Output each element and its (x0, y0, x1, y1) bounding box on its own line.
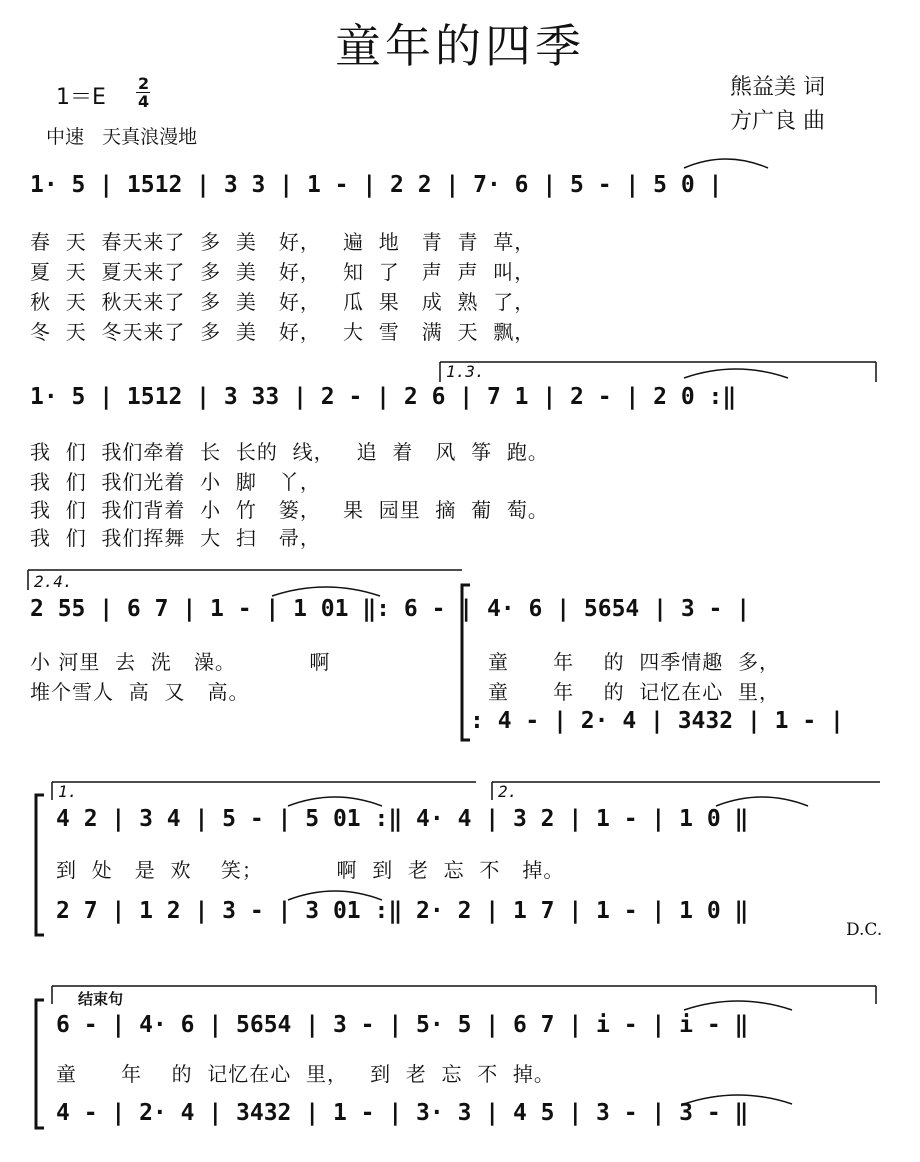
lyrics-line-3-right-2: 童 年 的 记忆在心 里， (488, 680, 781, 704)
lyrics-line-1-verse-1: 春 天 春天来了 多 美 好， 遍 地 青 青 草， (30, 230, 536, 254)
notation-line-4-lower: 2 7 | 1 2 | 3 - | 3 01 :‖ 2· 2 | 1 7 | 1 - | 1 0 ‖ (56, 898, 749, 924)
lyrics-line-1-verse-4: 冬 天 冬天来了 多 美 好， 大 雪 满 天 飘， (30, 320, 536, 344)
tie-arc (716, 797, 808, 806)
song-title: 童年的四季 (335, 19, 585, 73)
tie-arc (272, 587, 380, 596)
lyrics-line-4: 到 处 是 欢 笑； 啊 到 老 忘 不 掉。 (56, 858, 565, 882)
lyrics-line-1-verse-2: 夏 天 夏天来了 多 美 好， 知 了 声 声 叫， (30, 260, 536, 284)
lyrics-line-2-verse-3: 我 们 我们背着 小 竹 篓， 果 园里 摘 葡 萄。 (30, 498, 549, 522)
volta-2-4: 2.4. (34, 572, 73, 591)
system-brace (36, 795, 44, 935)
lyrics-line-3-left-1: 小 河里 去 洗 澡。 啊 (30, 650, 331, 674)
tie-arc (684, 369, 788, 378)
volta-1: 1. (58, 782, 78, 801)
notation-line-3-lower: : 4 - | 2· 4 | 3432 | 1 - | (470, 708, 844, 734)
notation-line-2: 1· 5 | 1512 | 3 33 | 2 - | 2 6 | 7 1 | 2 - | 2 0 :‖ (30, 384, 737, 410)
tie-arc (684, 1001, 792, 1010)
notation-line-4-upper: 4 2 | 3 4 | 5 - | 5 01 :‖ 4· 4 | 3 2 | 1 - | 1 0 ‖ (56, 806, 749, 832)
lyrics-line-3-left-2: 堆个雪人 高 又 高。 (30, 680, 250, 704)
lyrics-line-3-right-1: 童 年 的 四季情趣 多， (488, 650, 781, 674)
volta-2: 2. (498, 782, 518, 801)
notation-line-1: 1· 5 | 1512 | 3 3 | 1 - | 2 2 | 7· 6 | 5 - | 5 0 | (30, 172, 723, 198)
lyricist-credit: 熊益美 词 (730, 75, 825, 100)
key-signature (56, 80, 106, 111)
lyrics-line-1-verse-3: 秋 天 秋天来了 多 美 好， 瓜 果 成 熟 了， (30, 290, 536, 314)
time-signature-bottom: 4 (138, 92, 150, 111)
notation-line-5-lower: 4 - | 2· 4 | 3432 | 1 - | 3· 3 | 4 5 | 3 - | 3 - ‖ (56, 1100, 749, 1126)
notation-line-3: 2 55 | 6 7 | 1 - | 1 01 ‖: 6 - | 4· 6 | 5654 | 3 - | (30, 596, 751, 622)
tie-arc (684, 159, 768, 168)
tie-arc (288, 797, 382, 806)
time-signature-top: 2 (138, 74, 150, 93)
lyrics-line-5: 童 年 的 记忆在心 里， 到 老 忘 不 掉。 (56, 1062, 555, 1086)
system-brace (36, 1000, 44, 1128)
da-capo-mark: D.C. (846, 920, 883, 940)
notation-line-5-upper: 6 - | 4· 6 | 5654 | 3 - | 5· 5 | 6 7 | i - | i - ‖ (56, 1012, 749, 1038)
lyrics-line-2-verse-4: 我 们 我们挥舞 大 扫 帚， (30, 526, 321, 550)
composer-credit: 方广良 曲 (730, 109, 825, 134)
volta-1-3: 1.3. (446, 362, 485, 381)
key-text: 1＝E (56, 85, 106, 110)
tempo-marking: 中速 天真浪漫地 (46, 126, 198, 148)
coda-label: 结束句 (78, 990, 124, 1008)
lyrics-line-2-verse-1: 我 们 我们牵着 长 长的 线， 追 着 风 筝 跑。 (30, 440, 549, 464)
lyrics-line-2-verse-2: 我 们 我们光着 小 脚 丫， (30, 470, 321, 494)
